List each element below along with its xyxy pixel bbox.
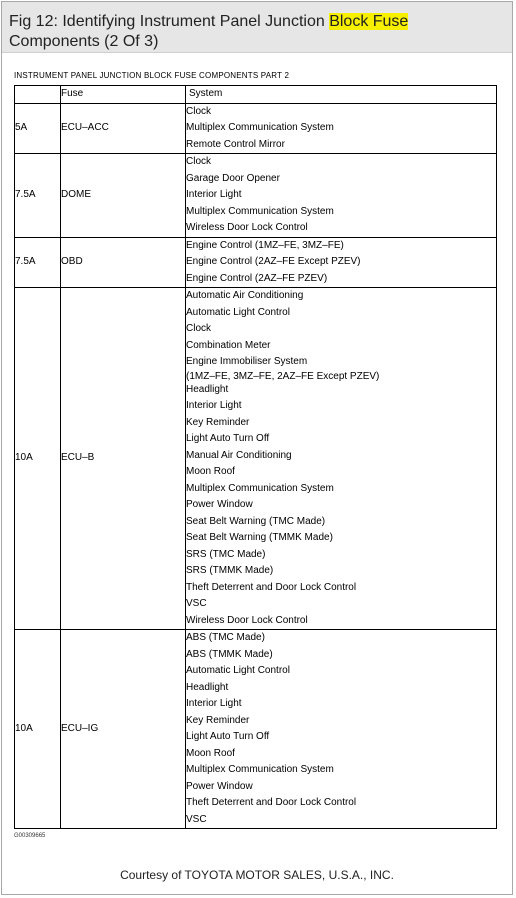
system-item: (1MZ–FE, 3MZ–FE, 2AZ–FE Except PZEV) — [186, 370, 380, 382]
system-item: ABS (TMMK Made) — [186, 648, 273, 660]
system-item: Remote Control Mirror — [186, 138, 285, 150]
system-item: Engine Control (2AZ–FE PZEV) — [186, 272, 328, 284]
system-item: Wireless Door Lock Control — [186, 614, 308, 626]
fuse-name: ECU–ACC — [61, 103, 186, 154]
system-item: Seat Belt Warning (TMMK Made) — [186, 532, 333, 543]
table-row — [15, 237, 497, 288]
system-item: Interior Light — [186, 400, 242, 411]
fuse-amperage: 5A — [15, 103, 61, 154]
fuse-name: OBD — [61, 237, 186, 288]
system-item: VSC — [186, 813, 207, 825]
system-item: Multiplex Communication System — [186, 764, 334, 775]
system-item: Light Auto Turn Off — [186, 433, 270, 444]
system-item: Clock — [186, 156, 212, 167]
fuse-amperage: 7.5A — [15, 237, 61, 288]
system-item: Interior Light — [186, 189, 242, 200]
system-item: Garage Door Opener — [186, 172, 280, 184]
system-item: Power Window — [186, 499, 253, 510]
title-text: Fig 12: Identifying Instrument Panel Junction — [9, 13, 330, 30]
system-list — [186, 154, 497, 238]
system-item: Headlight — [186, 383, 229, 395]
table-row — [15, 288, 497, 630]
system-item: Clock — [186, 323, 212, 334]
system-item: VSC — [186, 598, 207, 609]
system-item: Engine Immobiliser System — [186, 356, 308, 367]
table-header-row — [15, 86, 497, 104]
table-row — [15, 630, 497, 829]
table-row — [15, 154, 497, 238]
system-item: ABS (TMC Made) — [186, 632, 265, 643]
table-row — [15, 103, 497, 154]
fuse-amperage: 7.5A — [15, 154, 61, 238]
system-item: Key Reminder — [186, 416, 250, 428]
system-item: Theft Deterrent and Door Lock Control — [186, 581, 357, 593]
system-item: Key Reminder — [186, 714, 250, 726]
table-caption: INSTRUMENT PANEL JUNCTION BLOCK FUSE COMPONENTS PART 2 — [14, 71, 290, 80]
system-item: Engine Control (2AZ–FE Except PZEV) — [186, 256, 361, 267]
fuse-amperage: 10A — [15, 630, 61, 829]
system-item: Automatic Light Control — [186, 306, 290, 318]
system-item: Power Window — [186, 780, 253, 792]
system-list — [186, 630, 497, 829]
header-fuse: Fuse — [61, 86, 186, 104]
courtesy-credit: Courtesy of TOYOTA MOTOR SALES, U.S.A., INC. — [120, 868, 394, 882]
title-text-line2: Components (2 Of 3) — [9, 33, 159, 50]
system-item: Manual Air Conditioning — [186, 449, 292, 461]
system-item: Seat Belt Warning (TMC Made) — [186, 515, 326, 527]
system-item: Multiplex Communication System — [186, 205, 334, 217]
figure-title — [2, 2, 512, 53]
system-item: SRS (TMC Made) — [186, 548, 266, 560]
system-item: Clock — [186, 105, 212, 117]
system-item: SRS (TMMK Made) — [186, 565, 274, 576]
fuse-table — [14, 85, 497, 829]
system-list — [186, 288, 497, 630]
system-item: Wireless Door Lock Control — [186, 222, 308, 233]
fuse-amperage: 10A — [15, 288, 61, 630]
fuse-name: DOME — [61, 154, 186, 238]
system-list — [186, 103, 497, 154]
system-item: Theft Deterrent and Door Lock Control — [186, 797, 357, 808]
system-item: Moon Roof — [186, 466, 235, 477]
system-item: Combination Meter — [186, 339, 271, 351]
system-item: Light Auto Turn Off — [186, 731, 270, 742]
fuse-table-body — [15, 103, 497, 829]
title-highlight: Block Fuse — [329, 13, 409, 30]
header-system: System — [186, 86, 497, 104]
system-item: Moon Roof — [186, 747, 235, 759]
system-item: Headlight — [186, 681, 229, 693]
system-item: Automatic Air Conditioning — [186, 290, 304, 301]
figure-frame — [1, 1, 513, 895]
system-list — [186, 237, 497, 288]
system-item: Interior Light — [186, 698, 242, 709]
fuse-name: ECU–IG — [61, 630, 186, 829]
header-amp-cell — [15, 86, 61, 104]
system-item: Multiplex Communication System — [186, 482, 334, 494]
document-code: G00309665 — [14, 833, 46, 839]
system-item: Multiplex Communication System — [186, 122, 334, 133]
fuse-name: ECU–B — [61, 288, 186, 630]
system-item: Automatic Light Control — [186, 665, 290, 676]
system-item: Engine Control (1MZ–FE, 3MZ–FE) — [186, 239, 344, 251]
